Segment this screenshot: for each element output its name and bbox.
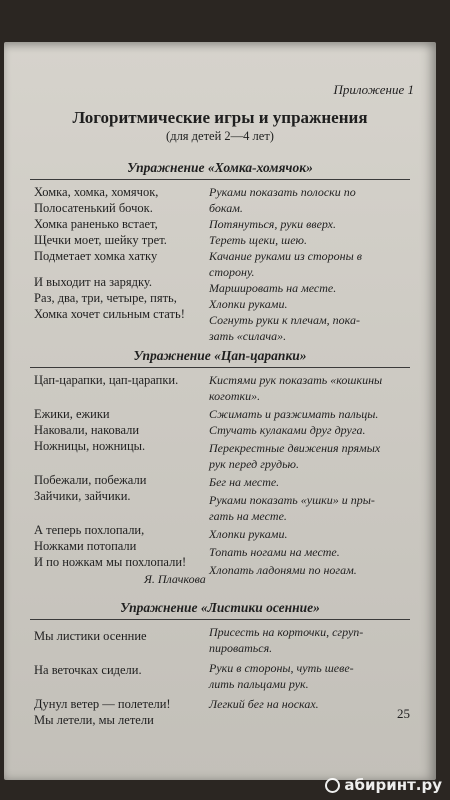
action-line: Маршировать на месте. [209, 281, 337, 295]
action-line: Присесть на корточки, сгруп- [209, 625, 364, 639]
action-line: Сжимать и разжимать пальцы. [209, 407, 379, 421]
action-line: Руки в стороны, чуть шеве- [209, 661, 354, 675]
action-line: Хлопки руками. [209, 527, 288, 541]
action-line: Кистями рук показать «кошкины [209, 373, 383, 387]
verse-line: Наковали, наковали [34, 423, 140, 437]
action-line: Руками показать «ушки» и пры- [209, 493, 375, 507]
action-line: Хлопать ладонями по ногам. [209, 563, 357, 577]
action-line: зать «силача». [209, 329, 287, 343]
page-number: 25 [397, 706, 410, 721]
action-line: Стучать кулаками друг друга. [209, 423, 366, 437]
page-subtitle: (для детей 2—4 лет) [166, 129, 274, 143]
action-line: Легкий бег на носках. [209, 697, 319, 711]
verse-line: Мы летели, мы летели [34, 713, 154, 727]
verse-line: Хомка хочет сильным стать! [34, 307, 185, 321]
labirint-logo-icon [325, 778, 340, 793]
verse-line: Щечки моет, шейку трет. [34, 233, 167, 247]
action-line: Качание руками из стороны в [209, 249, 362, 263]
action-line: сторону. [209, 265, 255, 279]
divider [30, 619, 410, 620]
action-line: Хлопки руками. [209, 297, 288, 311]
author-credit: Я. Плачкова [144, 572, 206, 586]
exercise-2-title: Упражнение «Цап-царапки» [133, 348, 307, 363]
verse-line: Мы листики осенние [34, 629, 147, 643]
action-line: Топать ногами на месте. [209, 545, 340, 559]
exercise-3-title: Упражнение «Листики осенние» [120, 600, 320, 615]
verse-line: Ножками потопали [34, 539, 137, 553]
verse-line: На веточках сидели. [34, 663, 142, 677]
verse-line: Зайчики, зайчики. [34, 489, 131, 503]
action-line: Согнуть руки к плечам, пока- [209, 313, 360, 327]
action-line: бокам. [209, 201, 243, 215]
action-line: пироваться. [209, 641, 273, 655]
action-line: Потянуться, руки вверх. [209, 217, 336, 231]
action-line: коготки». [209, 389, 261, 403]
verse-line: Хомка, хомка, хомячок, [34, 185, 159, 199]
action-line: Руками показать полоски по [209, 185, 356, 199]
verse-line: Раз, два, три, четыре, пять, [34, 291, 177, 305]
verse-line: А теперь похлопали, [34, 523, 145, 537]
book-page [4, 42, 436, 780]
watermark-text: абиринт.ру [344, 776, 442, 794]
page-title: Логоритмические игры и упражнения [72, 108, 368, 127]
verse-line: Ежики, ежики [34, 407, 110, 421]
verse-line: Ножницы, ножницы. [34, 439, 146, 453]
verse-line: И по ножкам мы похлопали! [34, 555, 187, 569]
verse-line: Дунул ветер — полетели! [34, 697, 171, 711]
divider [30, 367, 410, 368]
action-line: лить пальцами рук. [209, 677, 309, 691]
divider [30, 179, 410, 180]
verse-line: Побежали, побежали [34, 473, 147, 487]
action-line: гать на месте. [209, 509, 287, 523]
exercise-1-title: Упражнение «Хомка-хомячок» [127, 160, 313, 175]
action-line: рук перед грудью. [209, 457, 300, 471]
action-line: Тереть щеки, шею. [209, 233, 308, 247]
action-line: Перекрестные движения прямых [209, 441, 381, 455]
verse-line: Подметает хомка хатку [34, 249, 158, 263]
appendix-label: Приложение 1 [333, 82, 414, 97]
verse-line: И выходит на зарядку. [34, 275, 152, 289]
action-line: Бег на месте. [209, 475, 280, 489]
verse-line: Цап-царапки, цап-царапки. [34, 373, 179, 387]
verse-line: Хомка раненько встает, [34, 217, 158, 231]
verse-line: Полосатенький бочок. [34, 201, 153, 215]
watermark-logo [325, 776, 442, 794]
